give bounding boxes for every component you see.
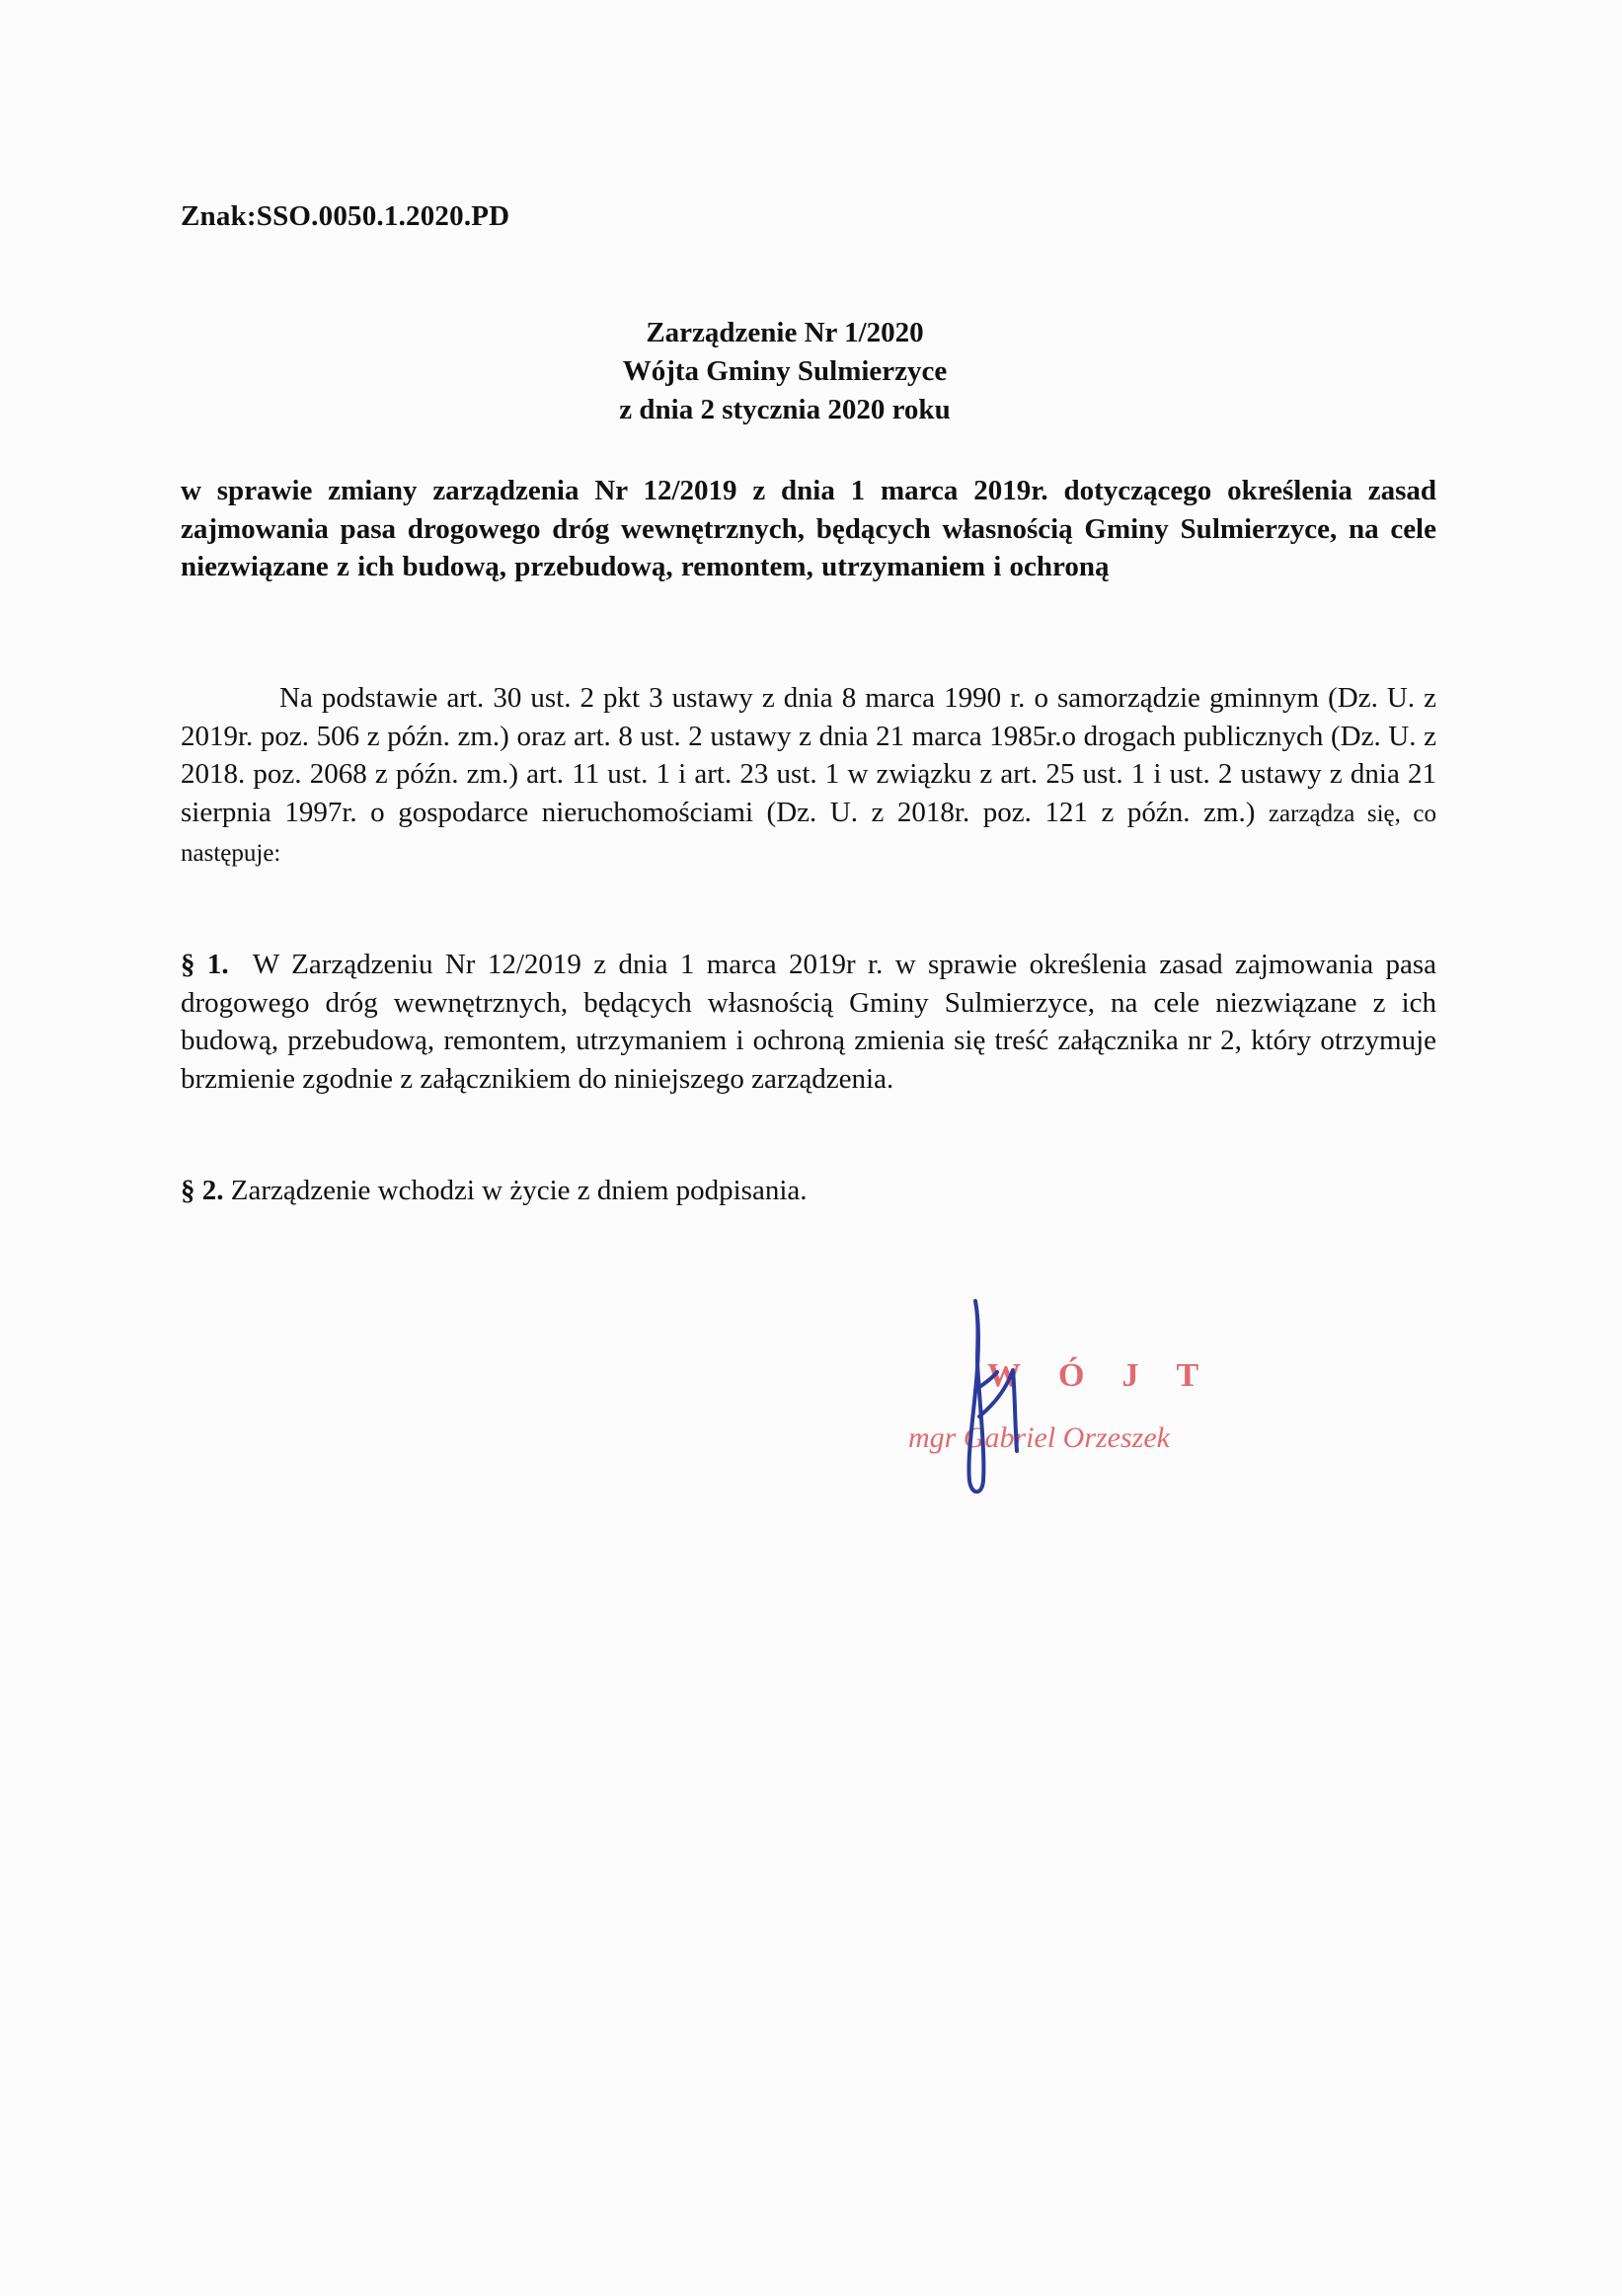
title-line-ordinance-number: Zarządzenie Nr 1/2020 (646, 317, 924, 348)
legal-basis-text: Na podstawie art. 30 ust. 2 pkt 3 ustawy z dnia 8 marca 1990 r. o samorządzie gminnym (Dz. U. z 2019r. poz. 506 z późn. zm.) oraz art. 8 ust. 2 ustawy z dnia 21 marca 1985r.o drogach publicznych (Dz. U. z 2018. poz. 2068 z późn. zm.) art. 11 ust. 1 i art. 23 ust. 1 w związku z art. 25 ust. 1 i ust. 2 ustawy z dnia 21 sierpnia 1997r. o gospodarce nieruchomościami (Dz. U. z 2018r. poz. 121 z późn. zm.) (181, 682, 1436, 828)
handwritten-signature (888, 1283, 1244, 1510)
paragraph-1-marker: § 1. (181, 949, 229, 980)
paragraph-1-text: W Zarządzeniu Nr 12/2019 z dnia 1 marca 2019r r. w sprawie określenia zasad zajmowania pasa drogowego dróg wewnętrznych, będących własnością Gminy Sulmierzyce, na cele niezwiązane z ich budową, przebudową, remontem, utrzymaniem i ochroną zmienia się treść załącznika nr 2, który otrzymuje brzmienie zgodnie z załącznikiem do niniejszego zarządzenia. (181, 949, 1437, 1095)
stamp-name: mgr Gabriel Orzeszek (908, 1421, 1170, 1454)
document-title (553, 314, 1017, 429)
paragraph-1 (181, 946, 1436, 1098)
title-line-date: z dnia 2 stycznia 2020 roku (619, 394, 951, 425)
stamp-title: WÓJT (987, 1357, 1237, 1394)
official-stamp (888, 1283, 1244, 1510)
signature-stroke (968, 1301, 1017, 1492)
title-line-issuer: Wójta Gminy Sulmierzyce (622, 355, 948, 387)
paragraph-2-marker: § 2. (181, 1175, 224, 1206)
document-subject: w sprawie zmiany zarządzenia Nr 12/2019 z dnia 1 marca 2019r. dotyczącego określenia zasad zajmowania pasa drogowego dróg wewnętrznych, będących własnością Gminy Sulmierzyce, na cele niezwiązane z ich budową, przebudową, remontem, utrzymaniem i ochroną (181, 475, 1436, 582)
legal-basis (181, 679, 1436, 874)
legal-basis-closing: zarządza się, co następuje: (181, 800, 1436, 867)
document-reference-number: Znak:SSO.0050.1.2020.PD (181, 200, 510, 232)
paragraph-2 (181, 1172, 1436, 1210)
paragraph-2-text: Zarządzenie wchodzi w życie z dniem podpisania. (230, 1175, 808, 1206)
